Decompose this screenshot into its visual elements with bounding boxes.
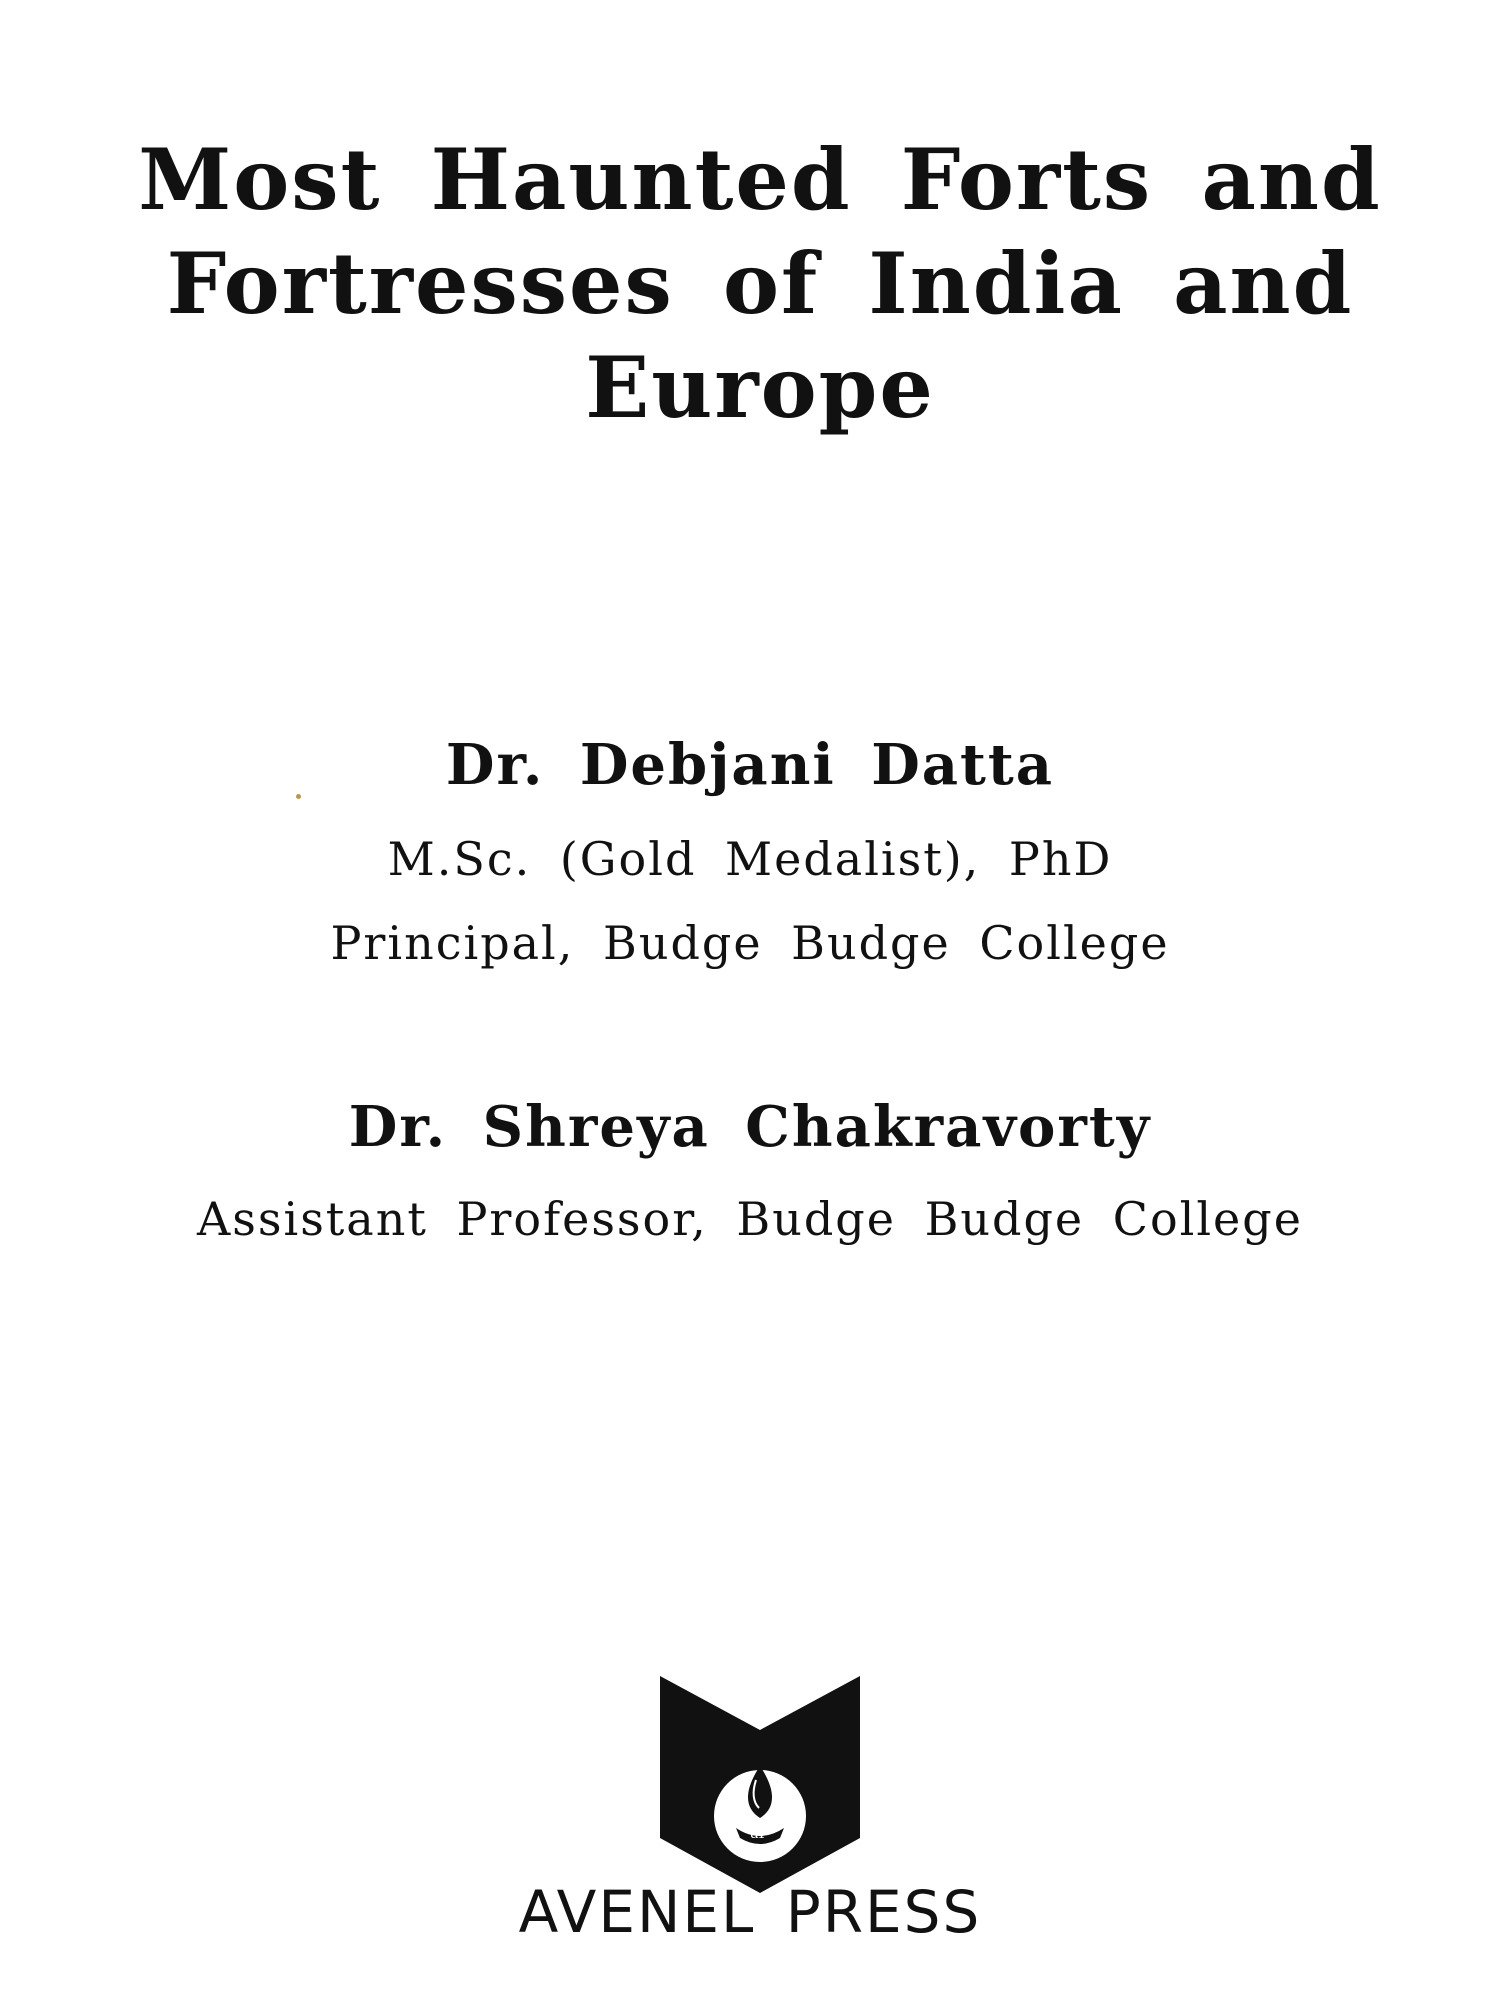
- book-lamp-logo-icon: [660, 1668, 860, 1898]
- book-title-line-3: Europe: [585, 338, 935, 437]
- logo-monogram: aP: [750, 1824, 770, 1842]
- author-2-position: Assistant Professor, Budge Budge College: [197, 1192, 1303, 1246]
- author-1-position: Principal, Budge Budge College: [330, 916, 1170, 970]
- book-title-line-1: Most Haunted Forts and: [138, 130, 1382, 229]
- author-1-name: Dr. Debjani Datta: [445, 732, 1055, 798]
- book-title-line-2: Fortresses of India and: [166, 234, 1354, 333]
- author-2-name: Dr. Shreya Chakravorty: [348, 1094, 1152, 1160]
- book-title: [60, 128, 1460, 440]
- author-1-credentials: M.Sc. (Gold Medalist), PhD: [387, 832, 1113, 886]
- publisher-name: AVENEL PRESS: [518, 1878, 982, 1946]
